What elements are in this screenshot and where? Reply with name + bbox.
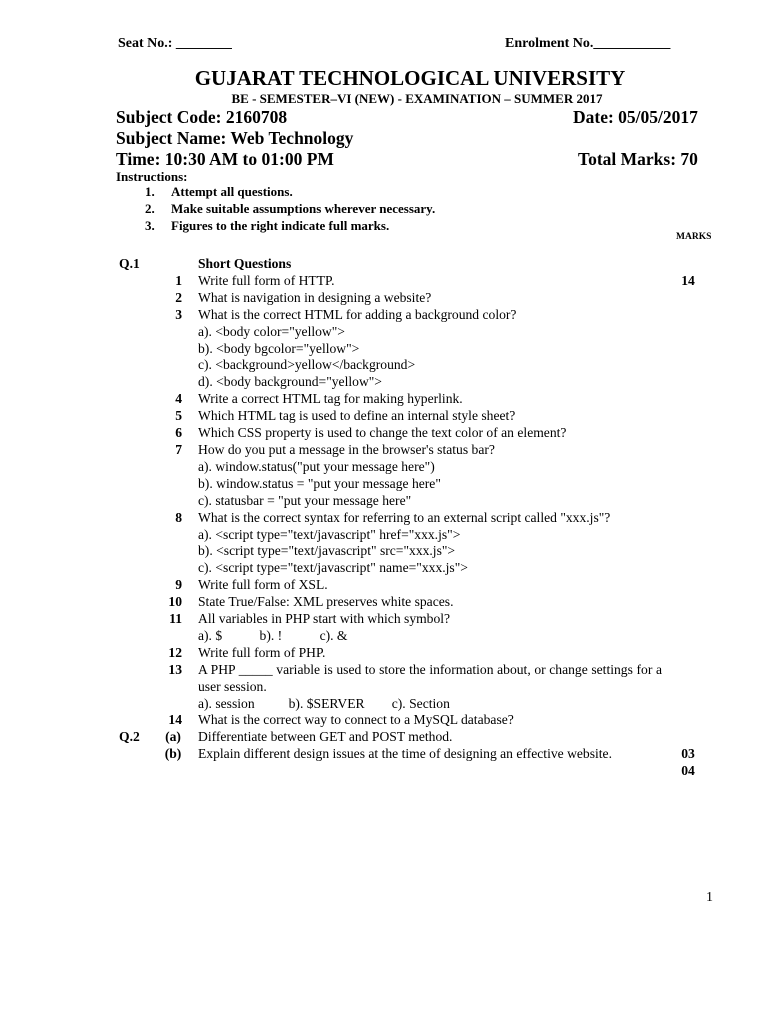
question-line [0, 408, 768, 425]
question-text: a). session b). $SERVER c). Section [198, 695, 450, 711]
question-number: 8 [175, 509, 182, 525]
instruction-number: 1. [145, 184, 155, 199]
question-text: c). <background>yellow</background> [198, 357, 416, 373]
question-text: a). $ b). ! c). & [198, 627, 348, 643]
question-line [0, 476, 768, 493]
instructions-title: Instructions: [116, 169, 188, 184]
exam-time: Time: 10:30 AM to 01:00 PM [116, 149, 334, 169]
question-line [0, 543, 768, 560]
q2-part-text: Differentiate between GET and POST method. [198, 729, 453, 745]
question-text: c). statusbar = "put your message here" [198, 492, 412, 508]
question-line [0, 696, 768, 713]
question-line [0, 645, 768, 662]
instructions-list [145, 183, 435, 234]
question-line [0, 611, 768, 628]
question-line [0, 307, 768, 324]
question-line [0, 628, 768, 645]
q1-marks: 14 [681, 272, 695, 288]
question-text: a). <body color="yellow"> [198, 323, 345, 339]
university-title: GUJARAT TECHNOLOGICAL UNIVERSITY [194, 66, 626, 90]
q1-title: Short Questions [198, 256, 292, 271]
question-number: 10 [168, 594, 182, 610]
question-line [0, 510, 768, 527]
question-text: a). <script type="text/javascript" href="xxx.js"> [198, 526, 461, 542]
question-text: Write a correct HTML tag for making hyperlink. [198, 391, 463, 407]
questions-section [0, 256, 768, 779]
question-number: 9 [175, 577, 182, 593]
question-number: 11 [169, 611, 182, 627]
question-text: Write full form of XSL. [198, 577, 328, 593]
question-line [0, 341, 768, 358]
instruction-item [145, 200, 435, 217]
question-number: 2 [175, 289, 182, 305]
question-number: 6 [175, 425, 182, 441]
instruction-text: Make suitable assumptions wherever necessary. [171, 201, 436, 216]
question-line [0, 712, 768, 729]
question-line [0, 459, 768, 476]
q2-part-label: (a) [165, 729, 181, 745]
q2-part-marks: 03 [681, 746, 695, 762]
question-text: Write full form of HTTP. [198, 272, 335, 288]
total-marks: Total Marks: 70 [578, 149, 698, 169]
question-number: 3 [175, 306, 182, 322]
instruction-item [145, 217, 435, 234]
q2-part-b [0, 746, 768, 779]
question-line [0, 442, 768, 459]
question-line [0, 594, 768, 611]
question-text: Which CSS property is used to change the text color of an element? [198, 425, 567, 441]
subject-code: Subject Code: 2160708 [116, 107, 288, 127]
question-number: 1 [175, 272, 182, 288]
seat-number-field: Seat No.: ________ [118, 36, 232, 51]
question-line [0, 425, 768, 442]
question-line [0, 493, 768, 510]
question-line [0, 577, 768, 594]
question-number: 7 [175, 441, 182, 457]
q2-part-label: (b) [164, 746, 182, 762]
question-text: What is the correct HTML for adding a background color? [198, 306, 517, 322]
instruction-item [145, 183, 435, 200]
question-text: Write full form of PHP. [198, 644, 326, 660]
instruction-number: 3. [145, 218, 155, 233]
q2-part-text: Explain different design issues at the time of designing an effective website. [198, 746, 612, 762]
instruction-number: 2. [145, 201, 155, 216]
page-number: 1 [706, 890, 713, 905]
exam-date: Date: 05/05/2017 [573, 107, 698, 127]
question-line [0, 324, 768, 341]
question-line [0, 374, 768, 391]
question-text: What is the correct syntax for referring to an external script called "xxx.js"? [198, 509, 611, 525]
question-line [0, 290, 768, 307]
q1-label: Q.1 [119, 256, 140, 271]
question-text: All variables in PHP start with which symbol? [198, 611, 451, 627]
q2-part-marks: 04 [681, 763, 695, 779]
question-number: 12 [168, 644, 182, 660]
question-line [0, 560, 768, 577]
question-text: A PHP _____ variable is used to store the information about, or change settings for a user session. [198, 661, 666, 694]
enrolment-number-field: Enrolment No.___________ [505, 36, 671, 51]
question-number: 5 [175, 408, 182, 424]
question-number: 14 [168, 712, 182, 728]
question-text: b). <body bgcolor="yellow"> [198, 340, 360, 356]
question-text: b). <script type="text/javascript" src="xxx.js"> [198, 543, 456, 559]
q1-question-list [0, 273, 768, 729]
question-number: 13 [168, 661, 182, 677]
question-line [0, 357, 768, 374]
question-text: c). <script type="text/javascript" name="xxx.js"> [198, 560, 468, 576]
question-text: What is the correct way to connect to a MySQL database? [198, 712, 514, 728]
question-line [0, 662, 768, 696]
subject-name: Subject Name: Web Technology [116, 128, 354, 148]
question-text: Which HTML tag is used to define an internal style sheet? [198, 408, 516, 424]
marks-column-header: MARKS [676, 232, 712, 242]
question-line [0, 391, 768, 408]
question-text: What is navigation in designing a website? [198, 289, 432, 305]
question-line [0, 273, 768, 290]
instruction-text: Figures to the right indicate full marks. [171, 218, 390, 233]
instruction-text: Attempt all questions. [171, 184, 293, 199]
question-text: a). window.status("put your message here") [198, 458, 435, 474]
question-text: b). window.status = "put your message here" [198, 475, 441, 491]
exam-line: BE - SEMESTER–VI (NEW) - EXAMINATION – SUMMER 2017 [231, 91, 603, 106]
question-text: d). <body background="yellow"> [198, 374, 382, 390]
question-number: 4 [175, 391, 182, 407]
question-text: How do you put a message in the browser's status bar? [198, 441, 495, 457]
q2-label: Q.2 [119, 729, 140, 745]
question-text: State True/False: XML preserves white spaces. [198, 594, 454, 610]
question-line [0, 527, 768, 544]
